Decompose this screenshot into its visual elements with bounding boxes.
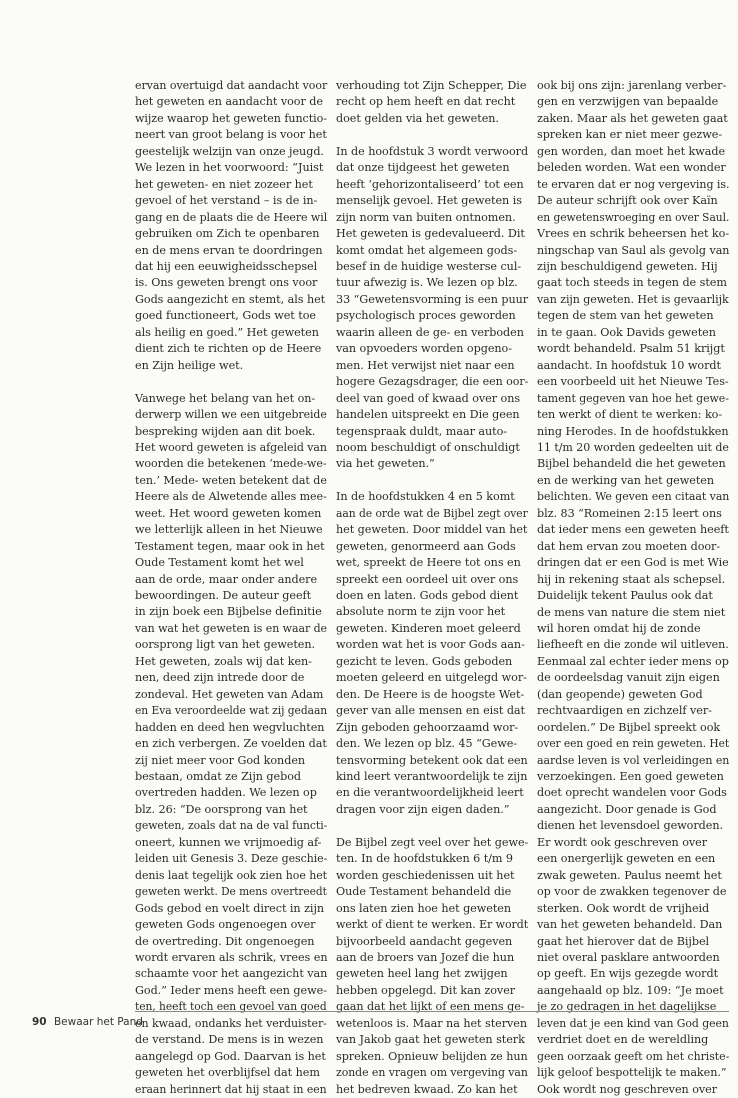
text-line: zaken. Maar als het geweten gaat [537,111,728,125]
text-line: dat ieder mens een geweten heeft [537,523,729,537]
text-line: Ook wordt nog geschreven over [537,1082,718,1096]
text-line: aandacht. In hoofdstuk 10 wordt [537,358,721,372]
text-line: doen en laten. Gods gebod dient [336,589,519,603]
text-line: wordt behandeld. Psalm 51 krijgt [537,342,725,356]
text-line: handelen uitspreekt en Die geen [336,408,520,422]
text-line: God.” Ieder mens heeft een gewe- [135,983,327,997]
text-line: aangelegd op God. Daarvan is het [135,1049,326,1063]
text-line: Het geweten, zoals wij dat ken- [135,654,312,668]
text-line: geen oorzaak geeft om het christe- [537,1049,730,1063]
text-line: wil horen omdat hij de zonde [537,621,701,635]
text-line: wetenloos is. Maar na het sterven [336,1016,528,1030]
text-line: Heere als de Alwetende alles mee- [135,490,327,504]
text-line: 11 t/m 20 worden gedeelten uit de [537,440,729,454]
text-line: gen worden, dan moet het kwade [537,144,726,158]
text-line: goed functioneert, Gods wet toe [135,309,316,323]
text-line: dat hij een eeuwigheidsschepsel [135,259,318,273]
text-line: gang en de plaats die de Heere wil [135,210,328,224]
text-line: doet gelden via het geweten. [336,111,499,125]
text-line: is. Ons geweten brengt ons voor [135,276,318,290]
text-line: ook bij ons zijn: jarenlang verber- [537,79,727,92]
text-line: eraan herinnert dat hij staat in een [135,1082,327,1096]
text-line: oordelen.” De Bijbel spreekt ook [537,720,721,734]
text-line: geweten, zoals dat na de val functi- [135,819,328,833]
text-line: oneert, kunnen we vrijmoedig af- [135,835,322,849]
text-line: rechtvaardigen en zichzelf ver- [537,704,712,718]
paragraph [135,78,327,374]
text-line: spreken kan er niet meer gezwe- [537,128,723,142]
text-line: Gods gebod en voelt direct in zijn [135,901,325,915]
text-line: aan de orde wat de Bijbel zegt over [336,506,528,520]
text-line: belichten. We geven een citaat van [537,490,730,504]
text-line: van opvoeders worden opgeno- [336,342,512,356]
text-line: geweten werkt. De mens overtreedt [135,885,327,899]
text-line: en de werking van het geweten [537,473,715,487]
text-line: wet, spreekt de Heere tot ons en [336,556,521,570]
text-line: geestelijk welzijn van onze jeugd. [135,144,324,158]
footer-rule [135,1011,729,1012]
text-line: verhouding tot Zijn Schepper, Die [336,79,527,92]
text-line: aangezicht. Door genade is God [537,802,717,816]
text-line: kind leert verantwoordelijk te zijn [336,770,528,783]
text-line: dat hem ervan zou moeten door- [537,539,721,553]
text-line: zijn beschuldigend geweten. Hij [537,259,718,273]
text-line: spreekt een oordeel uit over ons [336,572,519,586]
text-line: ons laten zien hoe het geweten [336,901,512,915]
text-line: ten.’ Mede- weten betekent dat de [135,473,327,487]
text-line: het bedreven kwaad. Zo kan het [336,1082,518,1096]
text-line: gever van alle mensen en eist dat [336,704,525,718]
text-column-3 [537,78,729,1098]
text-line: doet oprecht wandelen voor Gods [537,786,727,800]
text-line: psychologisch proces geworden [336,309,516,323]
text-line: op voor de zwakken tegenover de [537,885,727,899]
text-line: lijk geloof bespottelijk te maken.” [537,1066,727,1080]
paragraph [336,78,528,127]
text-line: zij niet meer voor God konden [135,753,306,767]
text-line: In de hoofdstuk 3 wordt verwoord [336,144,529,158]
text-line: liefheeft en die zonde wil uitleven. [537,638,729,652]
text-line: weet. Het woord geweten komen [135,506,322,520]
text-line: ningschap van Saul als gevolg van [537,243,730,257]
text-column-2 [336,78,528,1098]
text-line: wordt ervaren als schrik, vrees en [135,951,328,964]
text-line: het geweten en aandacht voor de [135,95,323,109]
text-line: van Jakob gaat het geweten sterk [336,1033,525,1047]
text-line: neert van groot belang is voor het [135,128,327,142]
text-line: noom beschuldigt of onschuldigt [336,440,520,454]
text-line: aangehaald op blz. 109: “Je moet [537,983,724,997]
text-line: geweten Gods ongenoegen over [135,918,316,932]
text-line: Het geweten is gedevalueerd. Dit [336,227,525,241]
publication-title: Bewaar het Pand [53,1016,143,1028]
paragraph [135,391,327,1098]
text-line: ten werkt of dient te werken: ko- [537,408,723,422]
text-line: dat onze tijdgeest het geweten [336,161,510,175]
text-line: dienen het levensdoel geworden. [537,819,723,833]
text-line: worden wat het is voor Gods aan- [336,638,525,652]
text-line: den. De Heere is de hoogste Wet- [336,687,525,701]
text-line: het geweten. Door middel van het [336,523,528,537]
text-line: Oude Testament behandeld die [336,885,512,899]
text-line: hadden en deed hen wegvluchten [135,720,325,734]
text-line: Zijn geboden gehoorzaamd wor- [336,720,519,734]
text-line: denis laat tegelijk ook zien hoe het [135,868,328,882]
text-line: deel van goed of kwaad over ons [336,391,521,405]
text-line: gebruiken om Zich te openbaren [135,227,320,241]
text-line: gen en verzwijgen van bepaalde [537,95,719,109]
text-line: we letterlijk alleen in het Nieuwe [135,523,323,537]
text-line: niet overal pasklare antwoorden [537,951,720,965]
text-line: en gewetenswroeging en over Saul. [537,210,730,224]
text-line: bestaan, omdat ze Zijn gebod [135,770,301,784]
text-line: woorden die betekenen ‘mede-we- [135,457,327,471]
text-line: gaat het hierover dat de Bijbel [537,934,710,948]
text-line: menselijk gevoel. Het geweten is [336,194,522,208]
text-line: spreken. Opnieuw belijden ze hun [336,1049,528,1063]
text-line: tuur afwezig is. We lezen op blz. [336,276,518,290]
text-line: Er wordt ook geschreven over [537,835,708,849]
text-line: De Bijbel zegt veel over het gewe- [336,835,529,849]
text-line: den. We lezen op blz. 45 “Gewe- [336,737,518,751]
text-line: verdriet doet en de wereldling [537,1033,709,1047]
text-line: heeft ‘gehorizontaliseerd’ tot een [336,177,524,191]
text-line: wijze waarop het geweten functio- [135,111,327,125]
text-line: 33 “Gewetensvorming is een puur [336,292,529,306]
text-line: ervan overtuigd dat aandacht voor [135,79,328,92]
text-line: geweten. Kinderen moet geleerd [336,621,521,635]
text-line: gaat toch steeds in tegen de stem [537,276,727,290]
text-line: De auteur schrijft ook over Kaïn [537,194,718,208]
text-line: Het woord geweten is afgeleid van [135,440,327,454]
text-line: tament gegeven van hoe het gewe- [537,391,729,405]
text-line: besef in de huidige westerse cul- [336,259,522,273]
text-line: men. Het verwijst niet naar een [336,358,515,372]
text-line: ning Herodes. In de hoofdstukken [537,424,729,438]
text-line: tegen de stem van het geweten [537,309,714,323]
text-line: (dan geopende) geweten God [537,687,703,701]
text-line: Oude Testament komt het wel [135,556,304,570]
text-line: en kwaad, ondanks het verduister- [135,1016,327,1030]
text-line: geweten heel lang het zwijgen [336,967,508,981]
text-line: Vanwege het belang van het on- [135,391,316,405]
text-line: Eenmaal zal echter ieder mens op [537,654,729,668]
text-line: tensvorming betekent ook dat een [336,753,528,767]
text-line: Testament tegen, maar ook in het [135,539,325,553]
text-column-1 [135,78,327,1098]
text-line: op geeft. En wijs gezegde wordt [537,967,719,981]
text-line: via het geweten.” [336,457,435,471]
text-line: zwak geweten. Paulus neemt het [537,868,722,882]
text-line: als heilig en goed.” Het geweten [135,325,319,339]
text-line: leiden uit Genesis 3. Deze geschie- [135,852,328,866]
text-line: van zijn geweten. Het is gevaarlijk [537,292,729,306]
text-line: tegenspraak duldt, maar auto- [336,424,508,438]
text-line: Vrees en schrik beheersen het ko- [537,227,730,241]
text-line: Gods aangezicht en stemt, als het [135,292,326,306]
text-line: in zijn boek een Bijbelse definitie [135,605,322,619]
text-line: leven dat je een kind van God geen [537,1016,729,1030]
page-number: 90 [32,1016,47,1028]
text-line: en zich verbergen. Ze voelden dat [135,737,327,751]
text-line: gaan dat het lijkt of een mens ge- [336,1000,525,1014]
text-line: dragen voor zijn eigen daden.” [336,802,510,816]
text-line: ten. In de hoofdstukken 6 t/m 9 [336,852,513,866]
text-line: gezicht te leven. Gods geboden [336,654,513,668]
text-line: en de mens ervan te doordringen [135,243,323,257]
text-line: een voorbeeld uit het Nieuwe Tes- [537,375,729,389]
text-line: oorsprong ligt van het geweten. [135,638,316,652]
text-line: je zo gedragen in het dagelijkse [537,1000,717,1014]
text-line: derwerp willen we een uitgebreide [135,408,327,422]
text-line: hogere Gezagsdrager, die een oor- [336,375,529,389]
text-line: aardse leven is vol verleidingen en [537,753,730,767]
text-line: aan de broers van Jozef die hun [336,950,515,964]
text-line: hij in rekening staat als schepsel. [537,572,726,586]
text-line: zonde en vragen om vergeving van [336,1066,528,1080]
text-line: te ervaren dat er nog vergeving is. [537,177,730,191]
text-line: moeten geleerd en uitgelegd wor- [336,671,527,685]
paragraph [336,489,528,818]
paragraph [336,835,528,1098]
text-line: Bijbel behandeld die het geweten [537,457,726,471]
text-line: nen, deed zijn intrede door de [135,671,305,685]
text-line: worden geschiedenissen uit het [336,868,515,882]
text-line: blz. 26: “De oorsprong van het [135,802,308,816]
text-line: werkt of dient te werken. Er wordt [336,918,529,932]
text-line: het geweten- en niet zozeer het [135,177,313,191]
text-line: geweten het overblijfsel dat hem [135,1066,320,1080]
text-line: over een goed en rein geweten. Het [537,737,730,751]
text-line: aan de orde, maar onder andere [135,572,318,586]
text-line: bespreking wijden aan dit boek. [135,424,316,438]
text-line: zondeval. Het geweten van Adam [135,687,324,701]
text-line: in te gaan. Ook Davids geweten [537,325,716,339]
text-line: ten, heeft toch een gevoel van goed [135,1000,327,1014]
text-line: dient zich te richten op de Heere [135,342,322,356]
text-line: hebben opgelegd. Dit kan zover [336,983,516,997]
text-line: In de hoofdstukken 4 en 5 komt [336,490,515,504]
text-line: Duidelijk tekent Paulus ook dat [537,589,713,603]
text-line: en Zijn heilige wet. [135,358,244,372]
text-line: en die verantwoordelijkheid leert [336,786,524,800]
text-line: van het geweten behandeld. Dan [537,918,723,932]
text-line: geweten, genormeerd aan Gods [336,539,516,553]
text-line: komt omdat het algemeen gods- [336,243,518,257]
text-line: blz. 83 “Romeinen 2:15 leert ons [537,506,722,520]
text-line: zijn norm van buiten ontnomen. [336,210,516,224]
text-line: bewoordingen. De auteur geeft [135,589,312,603]
text-line: recht op hem heeft en dat recht [336,95,516,109]
text-line: verzoekingen. Een goed geweten [537,770,724,784]
text-line: dringen dat er een God is met Wie [537,556,729,570]
text-line: bijvoorbeeld aandacht gegeven [336,934,513,948]
text-line: een onergerlijk geweten en een [537,852,716,866]
text-line: waarin alleen de ge- en verboden [336,325,524,339]
paragraph [537,78,729,1098]
text-line: de oordeelsdag vanuit zijn eigen [537,671,720,685]
text-line: gevoel of het verstand – is de in- [135,194,318,208]
text-line: de overtreding. Dit ongenoegen [135,934,315,948]
text-line: beleden worden. Wat een wonder [537,161,726,175]
text-line: en Eva veroordeelde wat zij gedaan [135,704,328,718]
paragraph [336,144,528,473]
text-line: schaamte voor het aangezicht van [135,967,328,981]
text-line: We lezen in het voorwoord: “Juist [135,161,324,175]
text-line: sterken. Ook wordt de vrijheid [537,901,710,915]
text-line: absolute norm te zijn voor het [336,605,506,619]
text-line: de mens van nature die stem niet [537,605,726,619]
text-line: van wat het geweten is en waar de [135,621,328,635]
page-footer [32,1016,143,1028]
text-line: overtreden hadden. We lezen op [135,786,317,800]
text-line: de verstand. De mens is in wezen [135,1033,324,1047]
